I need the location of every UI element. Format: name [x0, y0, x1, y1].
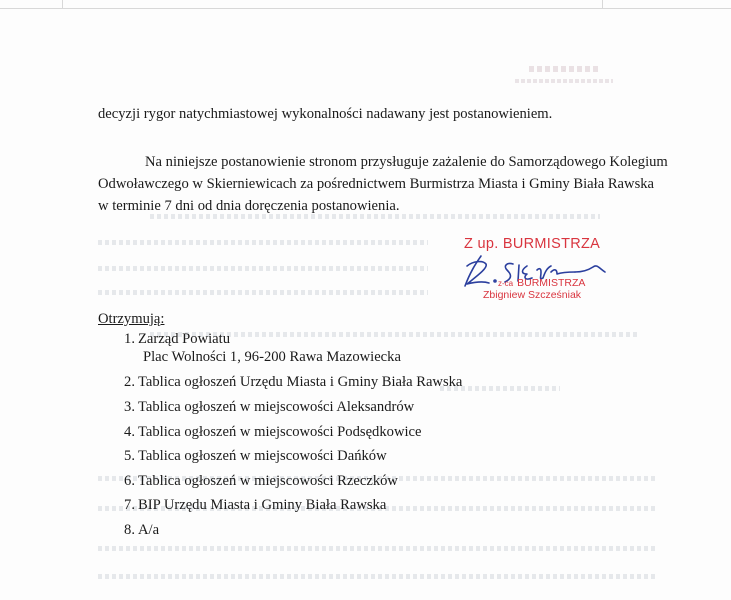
list-item-subtext: Plac Wolności 1, 96-200 Rawa Mazowiecka — [143, 349, 401, 365]
list-item-number: 1. — [124, 331, 135, 347]
list-item-text: A/a — [138, 522, 160, 538]
list-item-number: 4. — [124, 424, 135, 440]
list-item-text: Zarząd Powiatu — [138, 331, 230, 347]
stamp-role-prefix: z-ca — [498, 279, 514, 288]
bleed-through-line — [98, 546, 658, 551]
bleed-through-stamp — [515, 66, 615, 90]
list-item-number: 8. — [124, 522, 135, 538]
bleed-through-line — [98, 574, 658, 579]
list-item-number: 3. — [124, 399, 135, 415]
list-item-number: 7. — [124, 497, 135, 513]
list-item-text: Tablica ogłoszeń w miejscowości Rzeczków — [138, 473, 398, 489]
signature-stamp — [455, 233, 615, 305]
list-item-number: 2. — [124, 374, 135, 390]
stamp-name: Zbigniew Szcześniak — [483, 289, 582, 301]
list-item-text: BIP Urzędu Miasta i Gminy Biała Rawska — [138, 497, 387, 513]
stamp-role — [498, 277, 585, 289]
recipients-heading: Otrzymują: — [98, 311, 165, 327]
paragraph-2-line-1: Na niniejsze postanowienie stronom przysługuje zażalenie do Samorządowego Kolegium — [145, 154, 668, 170]
scan-top-tick — [62, 0, 63, 8]
list-item-number: 5. — [124, 448, 135, 464]
bleed-through-line — [98, 240, 428, 245]
paragraph-2-line-3: w terminie 7 dni od dnia doręczenia postanowienia. — [98, 198, 400, 214]
scan-top-rule — [0, 8, 731, 9]
scan-top-tick — [602, 0, 603, 8]
stamp-title: Z up. BURMISTRZA — [464, 236, 601, 252]
list-item-number: 6. — [124, 473, 135, 489]
list-item-text: Tablica ogłoszeń w miejscowości Aleksandrów — [138, 399, 415, 415]
bleed-through-line — [98, 266, 428, 271]
list-item-text: Tablica ogłoszeń Urzędu Miasta i Gminy Biała Rawska — [138, 374, 463, 390]
stamp-role-title: BURMISTRZA — [517, 277, 586, 289]
paragraph-2-line-2: Odwoławczego w Skierniewicach za pośrednictwem Burmistrza Miasta i Gminy Biała Rawska — [98, 176, 655, 192]
list-item-text: Tablica ogłoszeń w miejscowości Podsędkowice — [138, 424, 422, 440]
list-item-text: Tablica ogłoszeń w miejscowości Dańków — [138, 448, 387, 464]
bleed-through-line — [98, 290, 428, 295]
paragraph-1: decyzji rygor natychmiastowej wykonalności nadawany jest postanowieniem. — [98, 106, 553, 122]
